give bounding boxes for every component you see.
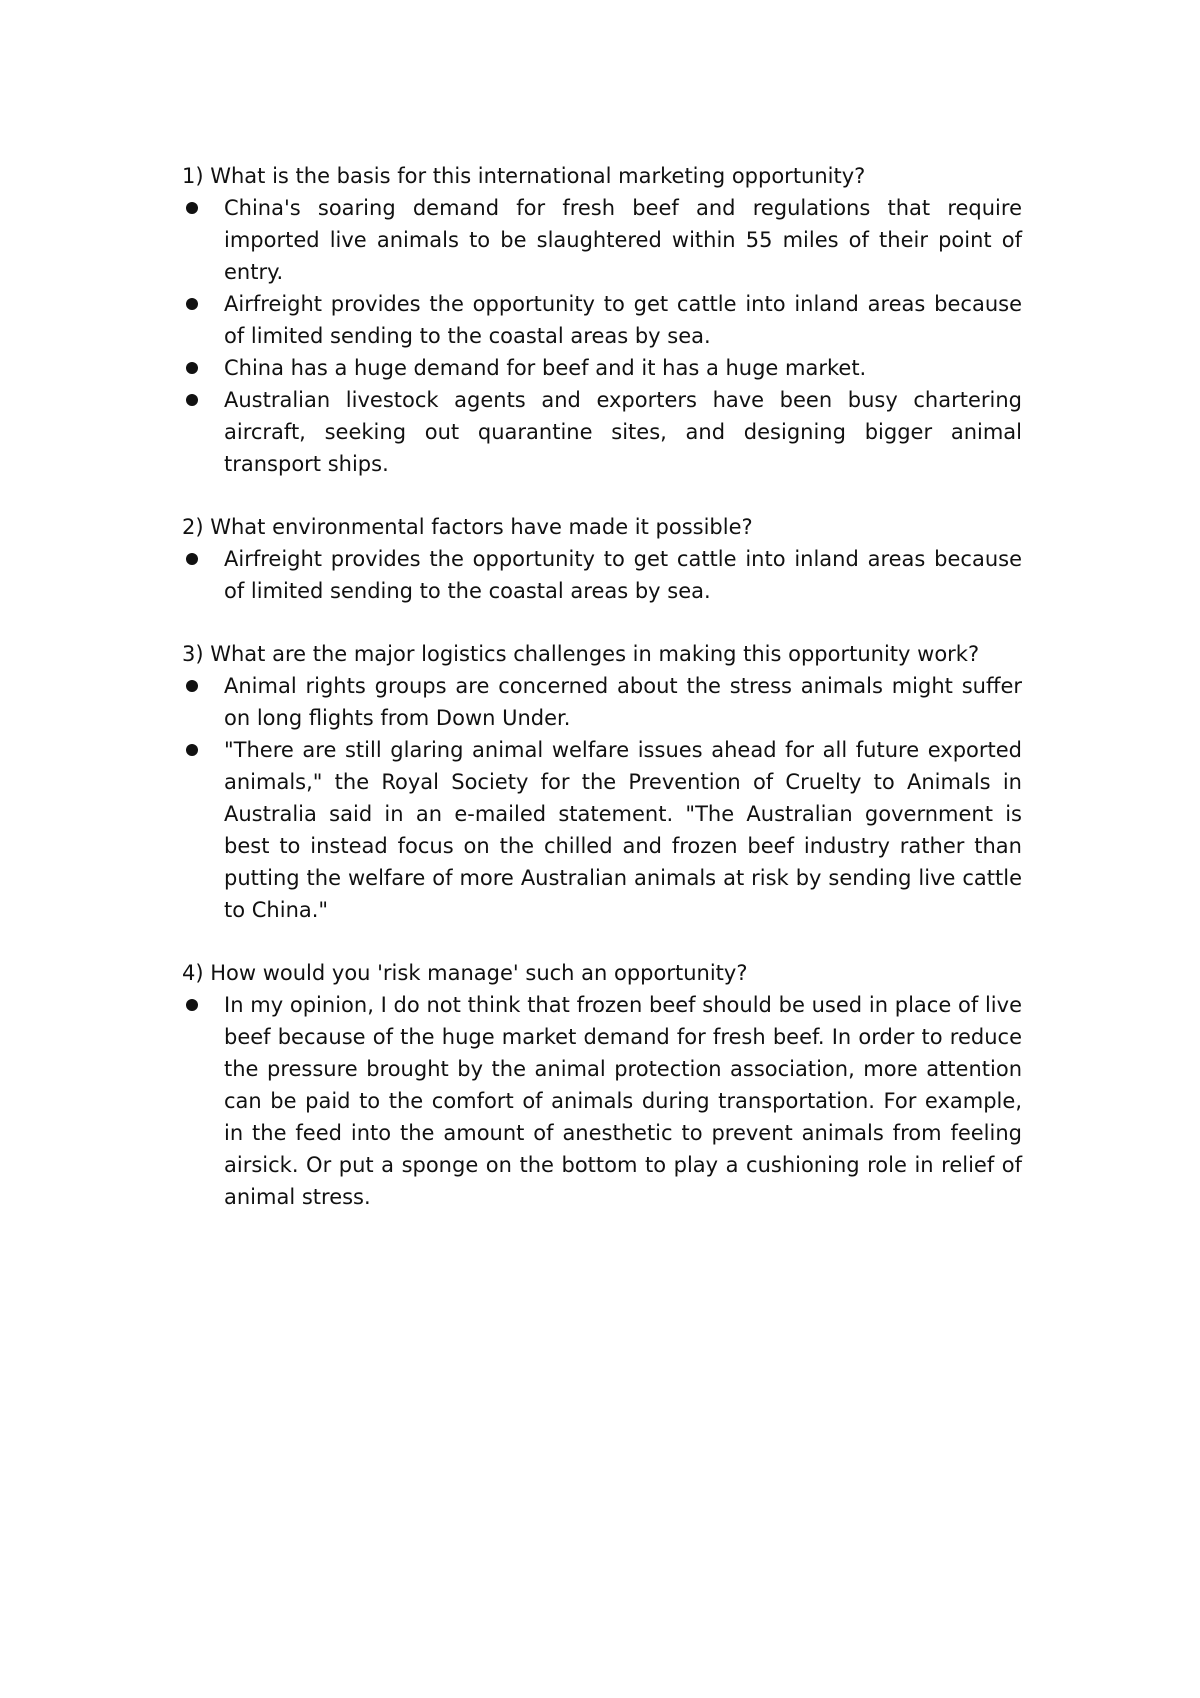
answer-list <box>182 989 1022 1213</box>
answer-item <box>182 192 1022 288</box>
bullet-icon <box>186 298 198 310</box>
bullet-icon <box>186 744 198 756</box>
document-page <box>182 160 1022 1244</box>
answer-item <box>182 734 1022 926</box>
bullet-icon <box>186 362 198 374</box>
answer-text: "There are still glaring animal welfare issues ahead for all future exported animals," the Royal Society for the Prevention of Cruelty to Animals in Australia said in an e-mailed statement. "The Australian government is best to instead focus on the chilled and frozen beef industry rather than putting the welfare of more Australian animals at risk by sending live cattle to China." <box>224 738 1022 922</box>
answer-text: China's soaring demand for fresh beef and regulations that require imported live animals to be slaughtered within 55 miles of their point of entry. <box>224 196 1022 284</box>
bullet-icon <box>186 394 198 406</box>
answer-list <box>182 543 1022 607</box>
question-heading: 2) What environmental factors have made it possible? <box>182 515 753 539</box>
question-heading: 1) What is the basis for this international marketing opportunity? <box>182 164 866 188</box>
answer-list <box>182 192 1022 480</box>
bullet-icon <box>186 553 198 565</box>
bullet-icon <box>186 999 198 1011</box>
answer-item <box>182 543 1022 607</box>
answer-item <box>182 288 1022 352</box>
answer-text: In my opinion, I do not think that frozen beef should be used in place of live beef because of the huge market demand for fresh beef. In order to reduce the pressure brought by the animal protection association, more attention can be paid to the comfort of animals during transportation. For example, in the feed into the amount of anesthetic to prevent animals from feeling airsick. Or put a sponge on the bottom to play a cushioning role in relief of animal stress. <box>224 993 1022 1209</box>
answer-text: China has a huge demand for beef and it has a huge market. <box>224 356 867 380</box>
question-section-2 <box>182 511 1022 607</box>
question-section-4 <box>182 957 1022 1213</box>
answer-item <box>182 384 1022 480</box>
answer-item <box>182 352 1022 384</box>
answer-text: Australian livestock agents and exporters have been busy chartering aircraft, seeking out quarantine sites, and designing bigger animal transport ships. <box>224 388 1022 476</box>
bullet-icon <box>186 680 198 692</box>
answer-item <box>182 670 1022 734</box>
bullet-icon <box>186 202 198 214</box>
answer-text: Animal rights groups are concerned about the stress animals might suffer on long flights from Down Under. <box>224 674 1022 730</box>
answer-text: Airfreight provides the opportunity to get cattle into inland areas because of limited sending to the coastal areas by sea. <box>224 292 1022 348</box>
question-section-1 <box>182 160 1022 480</box>
question-heading: 4) How would you 'risk manage' such an opportunity? <box>182 961 748 985</box>
answer-item <box>182 989 1022 1213</box>
answer-list <box>182 670 1022 926</box>
question-section-3 <box>182 638 1022 926</box>
question-heading: 3) What are the major logistics challenges in making this opportunity work? <box>182 642 980 666</box>
answer-text: Airfreight provides the opportunity to get cattle into inland areas because of limited sending to the coastal areas by sea. <box>224 547 1022 603</box>
